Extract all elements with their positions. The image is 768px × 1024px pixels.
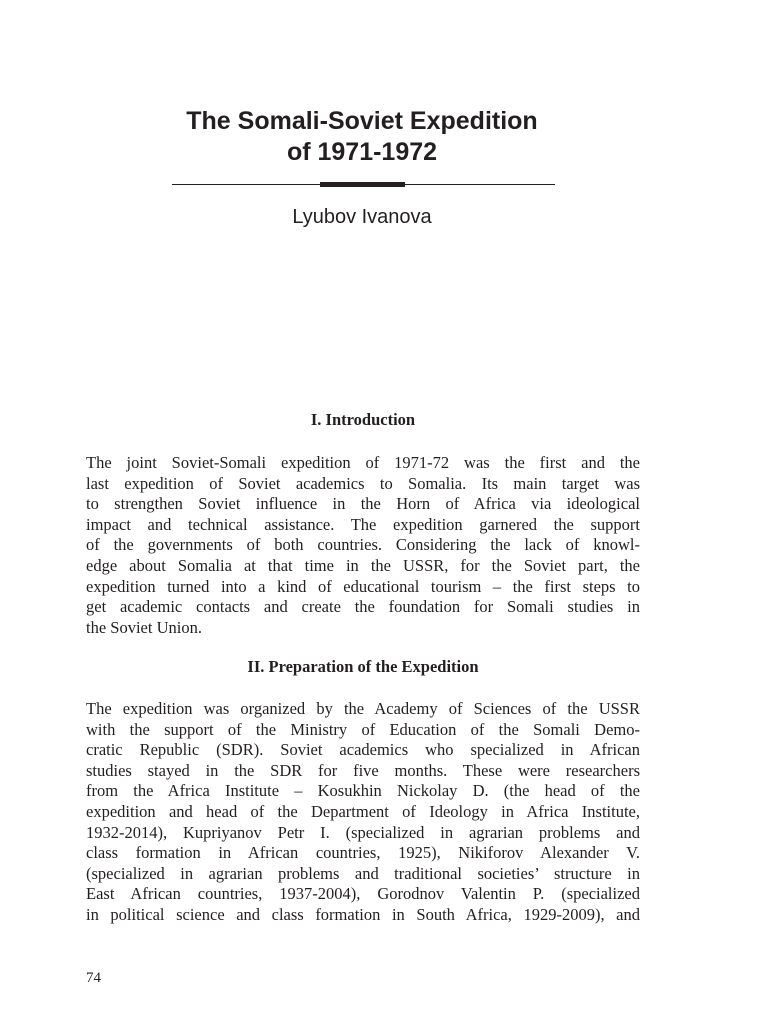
article-title-line-2: of 1971-1972: [286, 138, 438, 166]
paragraph-introduction: [86, 453, 640, 638]
text-line: impact and technical assistance. The expedition garnered the support: [86, 514, 640, 534]
text-line: expedition and head of the Department of Ideology in Africa Institute,: [86, 801, 640, 821]
section-heading-introduction: I. Introduction: [310, 410, 416, 429]
text-line: cratic Republic (SDR). Soviet academics who specialized in African: [86, 740, 640, 760]
text-line: last expedition of Soviet academics to Somalia. Its main target was: [86, 473, 640, 493]
text-line: with the support of the Ministry of Education of the Somali Demo-: [86, 719, 640, 739]
text-line: expedition turned into a kind of educational tourism – the first steps to: [86, 576, 640, 596]
text-line: get academic contacts and create the foundation for Somali studies in: [86, 597, 640, 617]
author-name: Lyubov Ivanova: [292, 206, 432, 228]
text-line: 1932-2014), Kupriyanov Petr I. (specialized in agrarian problems and: [86, 822, 640, 842]
text-line: The expedition was organized by the Academy of Sciences of the USSR: [86, 699, 640, 718]
page-number: 74: [86, 970, 101, 986]
text-line: edge about Somalia at that time in the USSR, for the Soviet part, the: [86, 555, 640, 575]
article-title-line-1: The Somali-Soviet Expedition: [186, 107, 538, 135]
text-line: studies stayed in the SDR for five months. These were researchers: [86, 760, 640, 780]
text-line: The joint Soviet-Somali expedition of 1971-72 was the first and the: [86, 453, 640, 472]
text-line: the Soviet Union.: [86, 617, 202, 637]
title-divider-accent: [320, 182, 405, 187]
text-line: to strengthen Soviet influence in the Horn of Africa via ideological: [86, 494, 640, 514]
section-heading-preparation: II. Preparation of the Expedition: [247, 657, 479, 676]
text-line: East African countries, 1937-2004), Gorodnov Valentin P. (specialized: [86, 884, 640, 904]
text-line: (specialized in agrarian problems and traditional societies’ structure in: [86, 863, 640, 883]
text-line: of the governments of both countries. Considering the lack of knowl-: [86, 535, 640, 555]
text-line: from the Africa Institute – Kosukhin Nickolay D. (the head of the: [86, 781, 640, 801]
text-line: class formation in African countries, 1925), Nikiforov Alexander V.: [86, 843, 640, 863]
text-line: in political science and class formation in South Africa, 1929-2009), and: [86, 904, 640, 924]
paragraph-preparation: [86, 699, 640, 926]
article-title: [0, 106, 724, 168]
